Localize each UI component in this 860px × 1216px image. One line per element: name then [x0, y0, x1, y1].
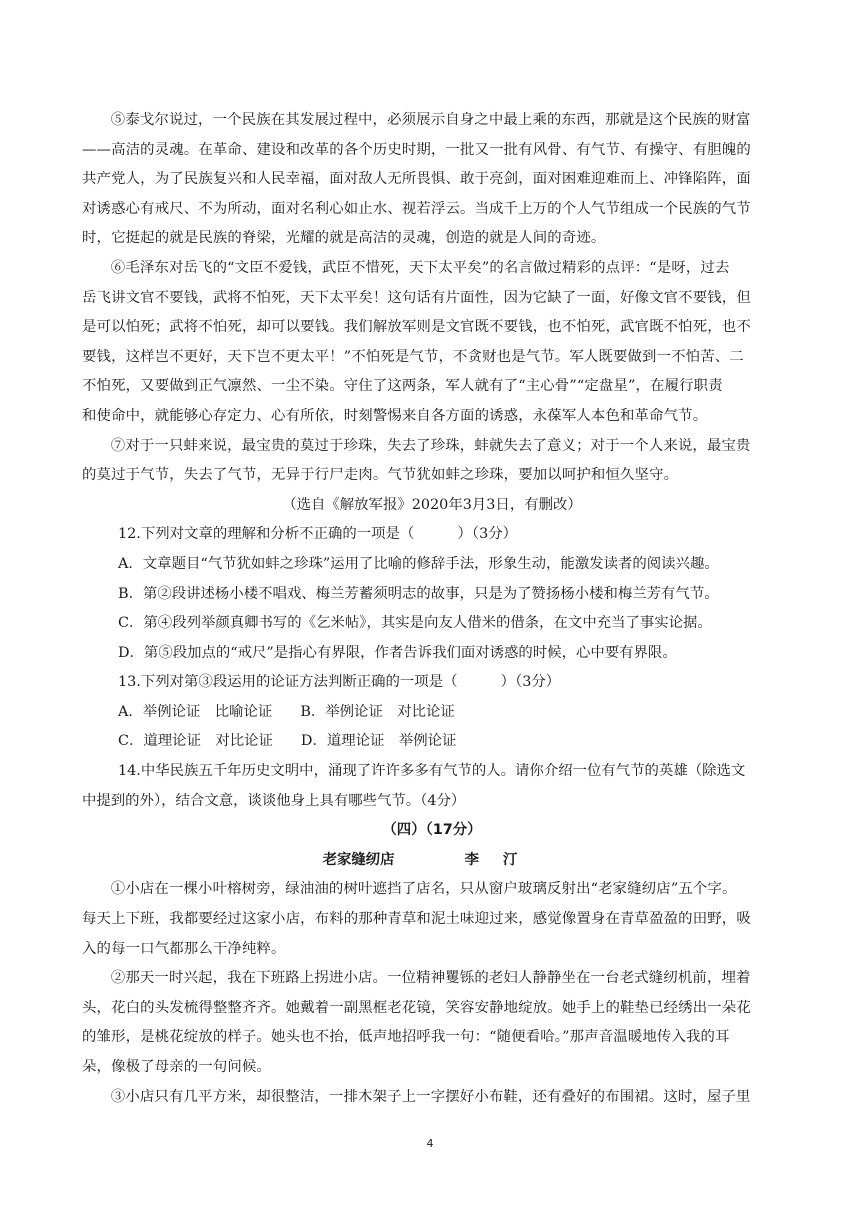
paragraph-line: 的雏形，是桃花绽放的样子。她头也不抬，低声地招呼我一句：“随便看哈。”那声音温暖地传入我的耳	[82, 1029, 730, 1046]
paragraph-line: 朵，像极了母亲的一句问候。	[82, 1059, 272, 1075]
paragraph-line: ⑥毛泽东对岳飞的“文臣不爱钱，武臣不惜死，天下太平矣”的名言做过精彩的点评：“是呀，过去	[110, 259, 730, 276]
page-content	[82, 106, 782, 1112]
question-14-stem: 14.中华民族五千年历史文明中，涌现了许许多多有气节的人。请你介绍一位有气节的英雄（除选文	[118, 763, 746, 780]
story-paragraph-2	[82, 964, 782, 1082]
question-13-options-row	[82, 727, 782, 757]
paragraph-line: ①小店在一棵小叶榕树旁，绿油油的树叶遮挡了店名，只从窗户玻璃反射出“老家缝纫店”五个字。	[110, 881, 737, 898]
paragraph-line: ⑤泰戈尔说过，一个民族在其发展过程中，必须展示自身之中最上乘的东西，那就是这个民族的财富	[110, 112, 751, 128]
question-12-option-d: D．第⑤段加点的“戒尺”是指心有界限，作者告诉我们面对诱惑的时候，心中要有界限。	[118, 644, 677, 661]
article-title: 老家缝纫店	[322, 851, 395, 868]
question-12-stem: 12.下列对文章的理解和分析不正确的一项是（ ）（3分）	[118, 526, 517, 543]
paragraph-line: ⑦对于一只蚌来说，最宝贵的莫过于珍珠，失去了珍珠，蚌就失去了意义；对于一个人来说，最宝贵	[110, 437, 751, 454]
article-title-row	[82, 846, 782, 876]
question-13-options-row	[82, 698, 782, 728]
paragraph-line: 岳飞讲文官不要钱，武将不怕死，天下太平矣！这句话有片面性，因为它缺了一面，好像文官不要钱，但	[82, 289, 751, 306]
paragraph-line: 共产党人，为了民族复兴和人民幸福，面对敌人无所畏惧、敢于亮剑，面对困难迎难而上、冲锋陷阵，面	[82, 171, 751, 188]
paragraph-5	[82, 106, 782, 254]
article-author: 李汀	[464, 851, 542, 868]
paragraph-line: 的莫过于气节，失去了气节，无异于行尸走肉。气节犹如蚌之珍珠，要加以呵护和恒久坚守。	[82, 467, 679, 484]
question-13-option-c: C．道理论证 对比论证	[118, 733, 273, 750]
question-13-option-a: A．举例论证 比喻论证	[118, 703, 273, 720]
paragraph-line: ——高洁的灵魂。在革命、建设和改革的各个历史时期，一批又一批有风骨、有气节、有操守、有胆魄的	[82, 141, 751, 158]
paragraph-line: 入的每一口气都那么干净纯粹。	[82, 940, 286, 957]
paragraph-6	[82, 254, 782, 432]
paragraph-line: 每天上下班，我都要经过这家小店，布料的那种青草和泥土味迎过来，感觉像置身在青草盈盈的田野，吸	[82, 911, 751, 928]
paragraph-line: ③小店只有几平方米，却很整洁，一排木架子上一字摆好小布鞋，还有叠好的布围裙。这时，屋子里	[110, 1088, 751, 1105]
question-12-option-b: B．第②段讲述杨小楼不唱戏、梅兰芳蓄须明志的故事，只是为了赞扬杨小楼和梅兰芳有气节。	[118, 585, 719, 602]
paragraph-line: 头，花白的头发梳得整整齐齐。她戴着一副黑框老花镜，笑容安静地绽放。她手上的鞋垫已经绣出一朵花	[82, 999, 751, 1016]
paragraph-line: 是可以怕死；武将不怕死，却可以要钱。我们解放军则是文官既不要钱，也不怕死，武官既不怕死，也不	[82, 319, 751, 336]
question-13-option-b: B．举例论证 对比论证	[300, 703, 455, 720]
question-14-stem-continued: 中提到的外），结合文意，谈谈他身上具有哪些气节。（4分）	[82, 792, 466, 809]
paragraph-line: ②那天一时兴起，我在下班路上拐进小店。一位精神矍铄的老妇人静静坐在一台老式缝纫机前，埋着	[110, 970, 751, 987]
story-paragraph-1	[82, 875, 782, 964]
question-13-stem: 13.下列对第③段运用的论证方法判断正确的一项是（ ）（3分）	[118, 674, 561, 691]
page-number: 4	[426, 1137, 434, 1150]
section-heading: （四）（17分）	[382, 822, 482, 839]
paragraph-7	[82, 432, 782, 491]
question-13-option-d: D．道理论证 举例论证	[300, 733, 457, 750]
paragraph-line: 要钱，这样岂不更好，天下岂不更太平！”不怕死是气节，不贪财也是气节。军人既要做到一不怕苦、二	[82, 348, 744, 365]
source-citation: （选自《解放军报》2020年3月3日，有删改）	[282, 496, 582, 513]
paragraph-line: 时，它挺起的就是民族的脊梁，光耀的就是高洁的灵魂，创造的就是人间的奇迹。	[82, 230, 606, 247]
paragraph-line: 对诱惑心有戒尺、不为所动，面对名利心如止水、视若浮云。当成千上万的个人气节组成一个民族的气节	[82, 200, 751, 217]
question-12-option-c: C．第④段列举颜真卿书写的《乞米帖》，其实是向友人借米的借条，在文中充当了事实论据。	[118, 615, 712, 632]
paragraph-line: 和使命中，就能够心存定力、心有所依，时刻警惕来自各方面的诱惑，永葆军人本色和革命气节。	[82, 407, 708, 424]
question-12-option-a: A．文章题目“气节犹如蚌之珍珠”运用了比喻的修辞手法，形象生动，能激发读者的阅读兴趣。	[118, 555, 719, 572]
story-paragraph-3	[82, 1083, 782, 1113]
paragraph-line: 不怕死，又要做到正气凛然、一尘不染。守住了这两条，军人就有了“主心骨”“定盘星”，在履行职责	[82, 378, 723, 395]
